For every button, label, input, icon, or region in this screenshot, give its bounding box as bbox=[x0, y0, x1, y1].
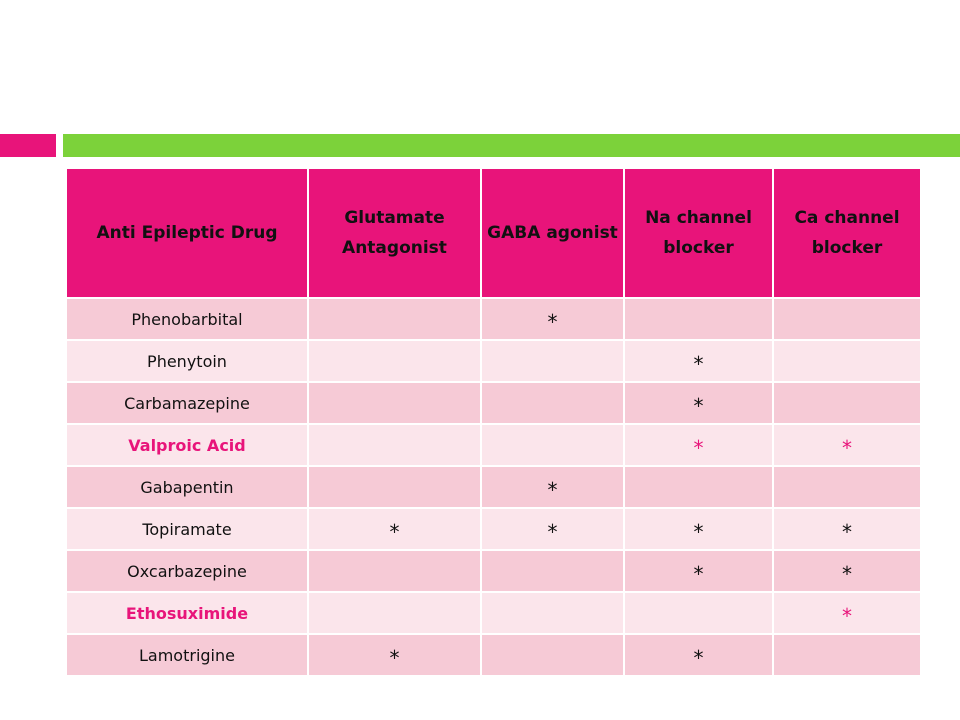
mark-asterisk: * bbox=[389, 520, 400, 544]
mechanism-cell bbox=[481, 634, 624, 676]
header-glutamate-antagonist: Glutamate Antagonist bbox=[308, 168, 481, 298]
mechanism-cell bbox=[624, 424, 773, 466]
mechanism-cell bbox=[308, 298, 481, 340]
mark-asterisk: * bbox=[693, 520, 704, 544]
mechanism-cell bbox=[308, 550, 481, 592]
mark-asterisk: * bbox=[842, 562, 852, 586]
mechanism-cell bbox=[308, 508, 481, 550]
mechanism-cell bbox=[624, 508, 773, 550]
mechanism-cell bbox=[773, 508, 921, 550]
drug-name-cell: Phenytoin bbox=[66, 340, 308, 382]
mark-asterisk: * bbox=[547, 520, 558, 544]
mark-asterisk: * bbox=[842, 436, 852, 460]
mechanism-cell bbox=[773, 298, 921, 340]
drug-name-cell: Topiramate bbox=[66, 508, 308, 550]
mechanism-cell bbox=[308, 382, 481, 424]
mechanism-cell bbox=[773, 424, 921, 466]
table-body bbox=[66, 298, 921, 676]
mechanism-cell bbox=[308, 592, 481, 634]
table-row bbox=[66, 340, 921, 382]
drug-name-cell: Ethosuximide bbox=[66, 592, 308, 634]
drug-name-cell: Carbamazepine bbox=[66, 382, 308, 424]
mechanism-cell bbox=[773, 592, 921, 634]
mechanism-cell bbox=[481, 424, 624, 466]
mark-asterisk: * bbox=[693, 394, 704, 418]
mark-asterisk: * bbox=[547, 310, 558, 334]
mechanism-cell bbox=[773, 634, 921, 676]
accent-bar-pink bbox=[0, 134, 56, 157]
mark-asterisk: * bbox=[693, 352, 704, 376]
drug-mechanism-table bbox=[65, 167, 922, 677]
mark-asterisk: * bbox=[693, 562, 704, 586]
accent-bar-green bbox=[63, 134, 960, 157]
mechanism-cell bbox=[624, 592, 773, 634]
mechanism-cell bbox=[624, 298, 773, 340]
mechanism-cell bbox=[481, 592, 624, 634]
table-row bbox=[66, 382, 921, 424]
header-drug: Anti Epileptic Drug bbox=[66, 168, 308, 298]
mechanism-cell bbox=[481, 508, 624, 550]
mechanism-cell bbox=[773, 550, 921, 592]
drug-name-cell: Phenobarbital bbox=[66, 298, 308, 340]
table-row bbox=[66, 592, 921, 634]
mechanism-cell bbox=[624, 340, 773, 382]
mechanism-cell bbox=[624, 382, 773, 424]
table-row bbox=[66, 466, 921, 508]
drug-name-cell: Valproic Acid bbox=[66, 424, 308, 466]
drug-name-cell: Lamotrigine bbox=[66, 634, 308, 676]
mark-asterisk: * bbox=[389, 646, 400, 670]
mechanism-cell bbox=[308, 466, 481, 508]
drug-name-cell: Gabapentin bbox=[66, 466, 308, 508]
mechanism-cell bbox=[773, 382, 921, 424]
header-gaba-agonist: GABA agonist bbox=[481, 168, 624, 298]
mechanism-cell bbox=[481, 382, 624, 424]
mechanism-cell bbox=[624, 634, 773, 676]
mark-asterisk: * bbox=[547, 478, 558, 502]
mark-asterisk: * bbox=[693, 436, 704, 460]
drug-name-cell: Oxcarbazepine bbox=[66, 550, 308, 592]
table-row bbox=[66, 634, 921, 676]
table-row bbox=[66, 298, 921, 340]
mechanism-cell bbox=[624, 466, 773, 508]
mechanism-cell bbox=[308, 424, 481, 466]
mark-asterisk: * bbox=[842, 520, 852, 544]
table-row bbox=[66, 550, 921, 592]
table-row bbox=[66, 508, 921, 550]
mechanism-cell bbox=[308, 634, 481, 676]
table-header-row bbox=[66, 168, 921, 298]
table-row bbox=[66, 424, 921, 466]
mechanism-cell bbox=[773, 466, 921, 508]
header-ca-channel-blocker: Ca channel blocker bbox=[773, 168, 921, 298]
mechanism-cell bbox=[481, 466, 624, 508]
mechanism-cell bbox=[308, 340, 481, 382]
mechanism-cell bbox=[481, 298, 624, 340]
header-na-channel-blocker: Na channel blocker bbox=[624, 168, 773, 298]
mechanism-cell bbox=[481, 340, 624, 382]
mechanism-cell bbox=[624, 550, 773, 592]
mark-asterisk: * bbox=[693, 646, 704, 670]
mark-asterisk: * bbox=[842, 604, 852, 628]
mechanism-cell bbox=[481, 550, 624, 592]
mechanism-cell bbox=[773, 340, 921, 382]
